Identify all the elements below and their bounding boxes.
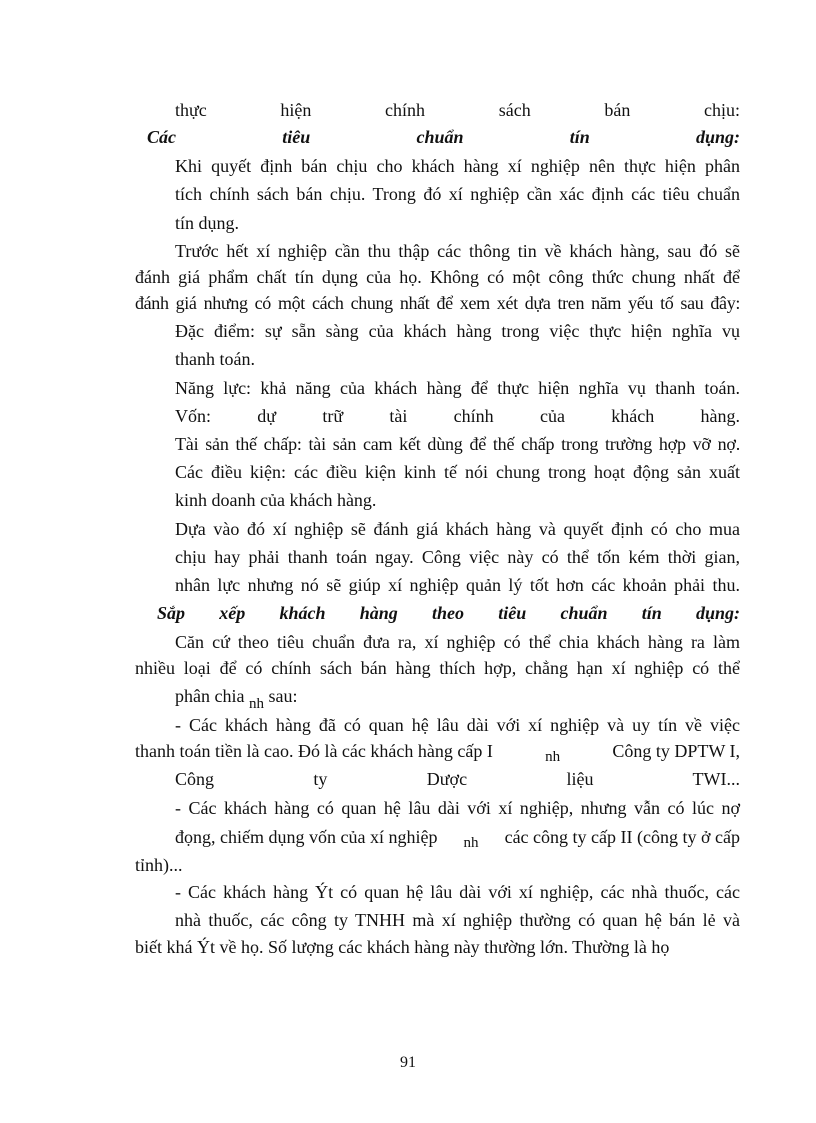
text-line: đánh giá nhưng có một cách chung nhất để xem xét dựa tren năm yếu tố sau đây: (135, 293, 740, 313)
text-fragment: các công ty cấp II (công ty ở cấp (504, 827, 740, 847)
text-line: Năng lực: khả năng của khách hàng để thực hiện nghĩa vụ thanh toán. (175, 378, 740, 398)
text-line: Công ty Dược liệu TWI... (175, 769, 740, 789)
text-line: tỉnh)... (135, 855, 183, 875)
text-line: Các điều kiện: các điều kiện kinh tế nói chung trong hoạt động sản xuất (175, 462, 740, 482)
text-line: Tài sản thế chấp: tài sản cam kết dùng để thế chấp trong trường hợp vỡ nợ. (175, 434, 740, 454)
text-line: Dựa vào đó xí nghiệp sẽ đánh giá khách hàng và quyết định có cho mua (175, 519, 740, 539)
text-line: thực hiện chính sách bán chịu: (175, 100, 740, 120)
subscript-fragment: nh (545, 749, 561, 765)
text-fragment: đọng, chiếm dụng vốn của xí nghiệp (175, 827, 438, 847)
text-line: thanh toán. (175, 349, 255, 369)
text-fragment: thanh toán tiền là cao. Đó là các khách hàng cấp I (135, 741, 493, 761)
text-line: - Các khách hàng đã có quan hệ lâu dài với xí nghiệp và uy tín về việc (175, 715, 740, 735)
text-line (175, 683, 298, 712)
section-heading: Các tiêu chuẩn tín dụng: (147, 127, 740, 147)
subscript-fragment: nh (248, 696, 264, 712)
text-line (175, 824, 740, 850)
text-line: nhiều loại để có chính sách bán hàng thích hợp, chẳng hạn xí nghiệp có thể (135, 658, 740, 678)
text-line (135, 738, 740, 764)
subscript-fragment: nh (463, 835, 479, 851)
text-line: tín dụng. (175, 213, 240, 233)
text-line: - Các khách hàng Ýt có quan hệ lâu dài với xí nghiệp, các nhà thuốc, các (175, 882, 740, 902)
text-line: Vốn: dự trữ tài chính của khách hàng. (175, 406, 740, 426)
text-fragment: sau: (268, 686, 298, 706)
text-line: nhân lực nhưng nó sẽ giúp xí nghiệp quản lý tốt hơn các khoản phải thu. (175, 575, 740, 595)
text-line: biết khá Ýt về họ. Số lượng các khách hàng này thường lớn. Thường là họ (135, 937, 670, 957)
text-line: Đặc điểm: sự sẵn sàng của khách hàng trong việc thực hiện nghĩa vụ (175, 321, 740, 341)
section-heading: Sắp xếp khách hàng theo tiêu chuẩn tín dụng: (157, 603, 740, 623)
text-line: đánh giá phẩm chất tín dụng của họ. Không có một công thức chung nhất để (135, 267, 740, 287)
text-line: Khi quyết định bán chịu cho khách hàng xí nghiệp nên thực hiện phân (175, 156, 740, 176)
text-fragment: Công ty DPTW I, (612, 741, 740, 761)
text-line: kinh doanh của khách hàng. (175, 490, 377, 510)
text-line: tích chính sách bán chịu. Trong đó xí nghiệp cần xác định các tiêu chuẩn (175, 184, 740, 204)
text-line: Căn cứ theo tiêu chuẩn đưa ra, xí nghiệp có thể chia khách hàng ra làm (175, 632, 740, 652)
text-line: - Các khách hàng có quan hệ lâu dài với xí nghiệp, nhưng vẫn có lúc nợ (175, 798, 740, 818)
page-number: 91 (400, 1054, 416, 1071)
text-fragment: phân chia (175, 686, 245, 706)
text-line: chịu hay phải thanh toán ngay. Công việc này có thể tốn kém thời gian, (175, 547, 740, 567)
text-line: nhà thuốc, các công ty TNHH mà xí nghiệp thường có quan hệ bán lẻ và (175, 910, 740, 930)
text-line: Trước hết xí nghiệp cần thu thập các thông tin về khách hàng, sau đó sẽ (175, 241, 740, 261)
